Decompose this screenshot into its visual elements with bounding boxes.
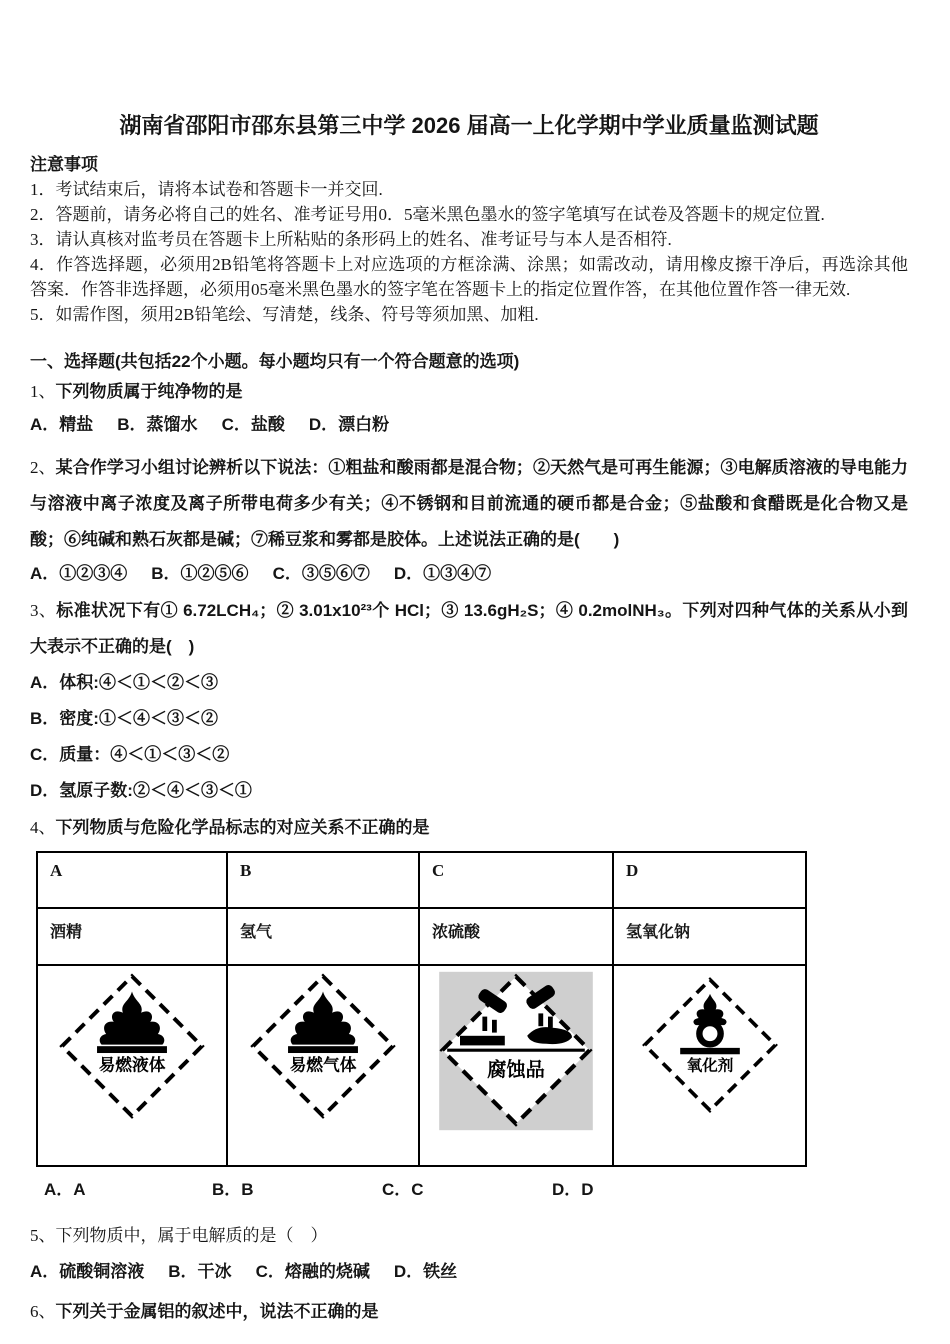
notice-heading: 注意事项 [30, 155, 98, 174]
notice-item-3: 3．请认真核对监考员在答题卡上所粘贴的条形码上的姓名、准考证号与本人是否相符. [30, 230, 672, 249]
option-c: C．③⑤⑥⑦ [272, 564, 370, 583]
question-2-stem: 2、某合作学习小组讨论辨析以下说法：①粗盐和酸雨都是混合物；②天然气是可再生能源；③电解质溶液的导电能力与溶液中离子浓度及离子所带电荷多少有关；④不锈钢和目前流通的硬币都是合金；⑤盐酸和食醋既是化合物又是酸；⑥纯碱和熟石灰都是碱；⑦稀豆浆和雾都是胶体。上述说法正确的是( ) [30, 458, 909, 549]
option-d: D．漂白粉 [308, 415, 390, 434]
sign-cell-c [419, 965, 613, 1166]
option-a: A．硫酸铜溶液 [30, 1262, 145, 1281]
hazard-table-sign-row [37, 965, 806, 1166]
option-b: B．干冰 [168, 1262, 232, 1281]
option-c: C．盐酸 [221, 415, 285, 434]
question-3-option-a: A．体积:④＜①＜②＜③ [30, 673, 218, 692]
sign-cell-d [613, 965, 806, 1166]
hazard-table [36, 851, 807, 1167]
question-3-stem: 3、标准状况下有① 6.72LCH₄；② 3.01x10²³个 HCl；③ 13.6gH₂S；④ 0.2molNH₃。下列对四种气体的关系从小到大表示不正确的是( ) [30, 601, 909, 656]
sign-label: 易燃气体 [289, 1055, 357, 1075]
question-1-options [30, 412, 908, 438]
option-d: D．铁丝 [393, 1262, 458, 1281]
question-2-options [30, 561, 908, 587]
option-c: C．熔融的烧碱 [255, 1262, 370, 1281]
header-cell-d: D [613, 852, 806, 908]
hazard-sign-oxidizer [639, 970, 781, 1130]
page-title: 湖南省邵阳市邵东县第三中学 2026 届高一上化学期中学业质量监测试题 [119, 113, 819, 138]
notice-item-4: 4．作答选择题，必须用2B铅笔将答题卡上对应选项的方框涂满、涂黑；如需改动，请用橡皮擦干净后，再选涂其他答案．作答非选择题，必须用05毫米黑色墨水的签字笔在答题卡上的指定位置作答，在其他位置作答一律无效. [30, 255, 908, 299]
question-4-stem: 4、下列物质与危险化学品标志的对应关系不正确的是 [30, 818, 430, 837]
option-d: D．D [552, 1180, 594, 1199]
header-cell-c: C [419, 852, 613, 908]
notice-section [30, 152, 908, 327]
question-5-number: 5、 [30, 1226, 56, 1245]
hazard-sign-flammable-gas [247, 970, 399, 1133]
question-2-number: 2、 [30, 458, 56, 477]
question-1-number: 1、 [30, 382, 56, 401]
question-4-number: 4、 [30, 818, 56, 837]
sign-cell-a [37, 965, 227, 1166]
option-b: B．蒸馏水 [117, 415, 198, 434]
question-3-number: 3、 [30, 601, 57, 620]
question-5-stem: 5、下列物质中，属于电解质的是（ ） [30, 1226, 328, 1245]
section-heading: 一、选择题(共包括22个小题。每小题均只有一个符合题意的选项) [30, 352, 520, 371]
option-c: C．C [382, 1180, 424, 1199]
header-cell-b: B [227, 852, 419, 908]
hazard-sign-corrosive [436, 970, 596, 1140]
substance-cell-a: 酒精 [37, 908, 227, 965]
hazard-sign-flammable-liquid [56, 970, 208, 1133]
sign-label: 氧化剂 [686, 1057, 733, 1075]
substance-cell-c: 浓硫酸 [419, 908, 613, 965]
notice-item-1: 1．考试结束后，请将本试卷和答题卡一并交回. [30, 180, 383, 199]
option-a: A．A [44, 1180, 86, 1199]
sign-label: 腐蚀品 [487, 1059, 545, 1081]
question-6-stem: 6、下列关于金属铝的叙述中，说法不正确的是 [30, 1302, 379, 1321]
notice-item-2: 2．答题前，请务必将自己的姓名、准考证号用0．5毫米黑色墨水的签字笔填写在试卷及答题卡的规定位置. [30, 205, 825, 224]
question-5-options [30, 1259, 908, 1285]
hazard-table-substance-row [37, 908, 806, 965]
hazard-table-header-row [37, 852, 806, 908]
question-1-stem: 1、下列物质属于纯净物的是 [30, 382, 243, 401]
option-d: D．①③④⑦ [393, 564, 492, 583]
option-a: A．①②③④ [30, 564, 128, 583]
question-4-answer-options [44, 1177, 908, 1203]
substance-cell-b: 氢气 [227, 908, 419, 965]
question-6-number: 6、 [30, 1302, 56, 1321]
question-3-option-b: B．密度:①＜④＜③＜② [30, 709, 218, 728]
substance-cell-d: 氢氧化钠 [613, 908, 806, 965]
notice-item-5: 5．如需作图，须用2B铅笔绘、写清楚，线条、符号等须加黑、加粗. [30, 305, 539, 324]
option-a: A．精盐 [30, 415, 94, 434]
sign-label: 易燃液体 [98, 1055, 166, 1075]
sign-cell-b [227, 965, 419, 1166]
question-3-option-d: D．氢原子数:②＜④＜③＜① [30, 781, 252, 800]
option-b: B．①②⑤⑥ [151, 564, 249, 583]
option-b: B．B [212, 1180, 254, 1199]
question-3-option-c: C．质量：④＜①＜③＜② [30, 745, 230, 764]
header-cell-a: A [37, 852, 227, 908]
